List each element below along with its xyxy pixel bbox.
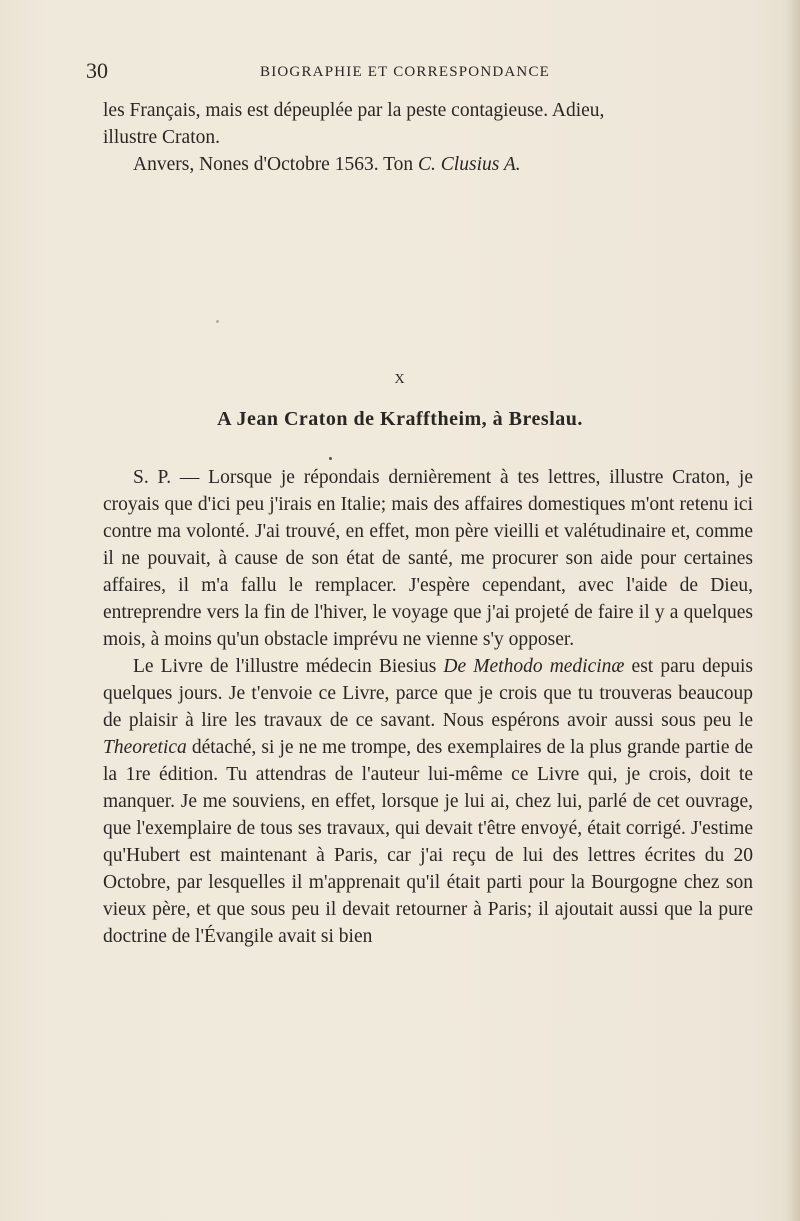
closing-signature: C. Clusius A.: [418, 154, 521, 175]
para2-text-c: détaché, si je ne me trompe, des exemplaires de la plus grande partie de la 1re édition. Tu attendras de l'auteur lui-même ce Livre qui, je crois, doit te manquer. Je me souviens, en effet, lorsque je lui ai, chez lui, parlé de cet ouvrage, que l'exemplaire de tous ses travaux, qui devait t'être envoyé, était corrigé. J'estime qu'Hubert est maintenant à Paris, car j'ai reçu de lui des lettres écrites du 20 Octobre, par lesquelles il m'apprenait qu'il était parti pour la Bourgogne chez son vieux père, et que sous peu il devait retourner à Paris; il ajoutait aussi que la pure doctrine de l'Évangile avait si bien: [103, 737, 753, 947]
previous-letter-line-2: illustre Craton.: [103, 127, 220, 148]
page-number: 30: [86, 58, 108, 83]
running-head: [86, 58, 746, 88]
letter-paragraph-1: S. P. — Lorsque je répondais dernièrement à tes lettres, illustre Craton, je croyais que d'ici peu j'irais en Italie; mais des affaires domestiques m'ont retenu ici contre ma volonté. J'ai trouvé, en effet, mon père vieilli et valétudinaire et, comme il ne pouvait, à cause de son état de santé, me procurer son aide pour certaines affaires, il m'a fallu le remplacer. J'espère cependant, avec l'aide de Dieu, entreprendre vers la fin de l'hiver, le voyage que j'ai projeté de faire il y a quelques mois, à moins qu'un obstacle imprévu ne vienne s'y opposer.: [103, 467, 753, 650]
page-edge-shadow: [786, 0, 800, 1221]
letter-body: [103, 464, 753, 950]
previous-letter-line-1: les Français, mais est dépeuplée par la peste contagieuse. Adieu,: [103, 100, 605, 121]
para2-text-a: Le Livre de l'illustre médecin Biesius: [133, 656, 444, 677]
para2-text-b: est paru depuis quelques jours. Je t'envoie ce Livre, parce que je crois que tu trouveras beaucoup de plaisir à lire les travaux de ce savant. Nous espérons avoir aussi sous peu le: [103, 656, 753, 731]
previous-letter-ending: [103, 97, 753, 178]
book-title-theoretica: Theoretica: [103, 737, 187, 758]
ink-speck-2: [329, 457, 332, 460]
ink-speck: [216, 320, 219, 323]
running-title: BIOGRAPHIE ET CORRESPONDANCE: [260, 64, 551, 80]
closing-place-date: Anvers, Nones d'Octobre 1563. Ton: [133, 154, 419, 175]
letter-number: X: [394, 372, 406, 387]
previous-letter-closing: [103, 151, 753, 178]
book-title-de-methodo: De Methodo medicinæ: [443, 656, 625, 677]
letter-paragraph-2: [103, 653, 753, 950]
letter-address: A Jean Craton de Krafftheim, à Breslau.: [217, 408, 583, 430]
